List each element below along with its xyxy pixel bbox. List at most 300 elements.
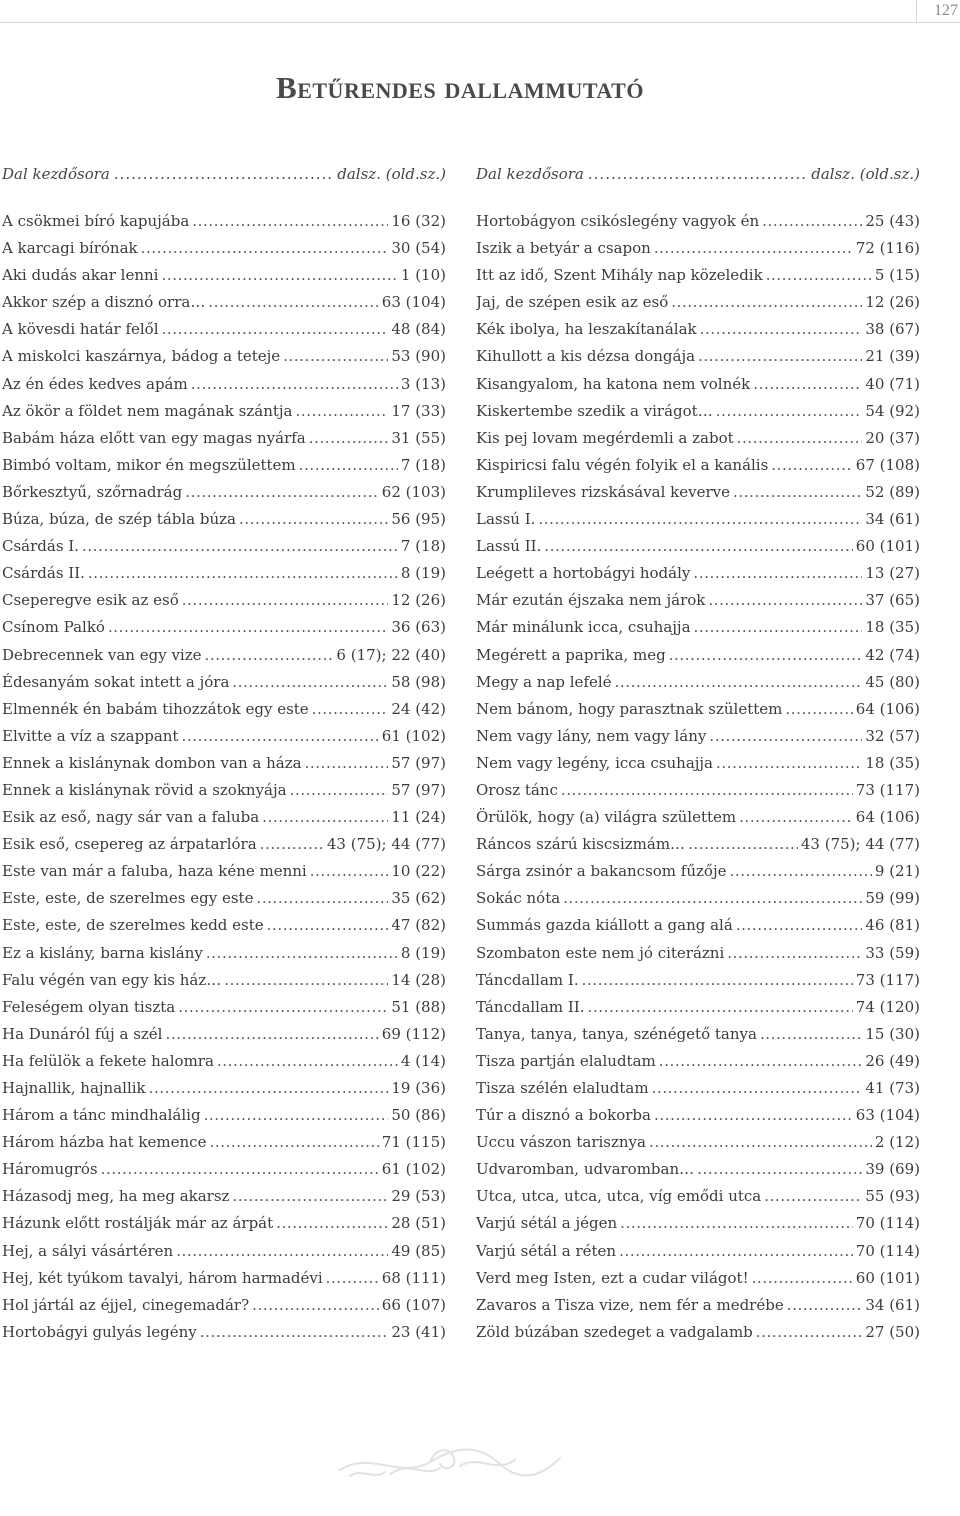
dot-leader (191, 371, 398, 398)
song-title: Ha Dunáról fúj a szél (2, 1024, 163, 1043)
index-entry (476, 1319, 920, 1346)
song-reference: 18 (35) (865, 618, 920, 637)
song-reference: 60 (101) (855, 537, 920, 556)
song-title: Búza, búza, de szép tábla búza (2, 510, 236, 529)
song-reference: 55 (93) (865, 1187, 920, 1206)
song-reference: 4 (14) (400, 1051, 446, 1070)
index-entry (476, 1102, 920, 1129)
index-entry (476, 614, 920, 641)
song-reference: 67 (108) (855, 455, 920, 474)
index-entry (2, 723, 446, 750)
song-reference: 63 (104) (381, 293, 446, 312)
song-title: A csökmei bíró kapujába (2, 212, 190, 230)
song-title: Kispiricsi falu végén folyik el a kanális (476, 455, 769, 474)
song-reference: 1 (10) (400, 266, 446, 285)
dot-leader (262, 804, 388, 831)
song-title: Ennek a kislánynak dombon van a háza (2, 753, 302, 772)
song-reference: 10 (22) (391, 862, 446, 881)
index-entry (476, 940, 920, 967)
index-entry (476, 1292, 920, 1319)
index-entry (2, 371, 446, 398)
index-entry (2, 1129, 446, 1156)
dot-leader (283, 343, 388, 370)
header-divider (916, 0, 917, 22)
song-reference: 43 (75); 44 (77) (800, 835, 920, 854)
dot-leader (709, 723, 862, 750)
song-reference: 30 (54) (391, 239, 446, 258)
song-title: Kiskertembe szedik a virágot… (476, 401, 713, 420)
song-title: Tanya, tanya, tanya, szénégető tanya (476, 1024, 757, 1043)
song-reference: 57 (97) (391, 780, 446, 799)
index-entry (2, 506, 446, 533)
index-entry (2, 1210, 446, 1237)
index-entry (476, 1183, 920, 1210)
dot-leader (206, 940, 398, 967)
dot-leader (181, 723, 378, 750)
song-reference: 70 (114) (855, 1214, 920, 1233)
index-entry (2, 1183, 446, 1210)
song-reference: 62 (103) (381, 482, 446, 501)
index-entry (2, 669, 446, 696)
song-title: Csárdás I. (2, 537, 79, 556)
dot-leader (310, 858, 389, 885)
song-reference: 12 (26) (391, 591, 446, 610)
song-reference: 66 (107) (381, 1295, 446, 1314)
song-title: Az ökör a földet nem magának szántja (2, 401, 293, 420)
dot-leader (697, 1156, 862, 1183)
dot-leader (736, 912, 863, 939)
dot-leader (161, 262, 397, 289)
song-title: A miskolci kaszárnya, bádog a teteje (2, 347, 281, 366)
song-title: Zöld búzában szedeget a vadgalamb (476, 1322, 753, 1341)
dot-leader (309, 425, 389, 452)
index-entry (476, 669, 920, 696)
dot-leader (771, 452, 852, 479)
dot-leader (716, 750, 862, 777)
song-title: Kék ibolya, ha leszakítanálak (476, 320, 697, 339)
column-header-label: Dal kezdősora (2, 165, 110, 183)
dot-leader (700, 316, 863, 343)
index-column-left (2, 165, 446, 1346)
song-title: Iszik a betyár a csapon (476, 239, 651, 258)
dot-leader (178, 994, 388, 1021)
index-entry (2, 533, 446, 560)
index-entry (476, 479, 920, 506)
song-reference: 23 (41) (391, 1322, 446, 1341)
dot-leader (256, 885, 388, 912)
song-reference: 46 (81) (865, 916, 920, 935)
song-reference: 53 (90) (391, 347, 446, 366)
song-title: Tisza partján elaludtam (476, 1051, 656, 1070)
dot-leader (756, 1319, 863, 1346)
index-entry (2, 452, 446, 479)
index-entry (476, 750, 920, 777)
song-reference: 63 (104) (855, 1106, 920, 1125)
song-title: Három a tánc mindhalálig (2, 1106, 201, 1125)
song-title: Este van már a faluba, haza kéne menni (2, 862, 307, 881)
song-reference: 32 (57) (865, 726, 920, 745)
dot-leader (727, 940, 862, 967)
song-reference: 52 (89) (865, 482, 920, 501)
index-column-right (476, 165, 920, 1346)
dot-leader (141, 235, 389, 262)
song-reference: 8 (19) (400, 564, 446, 583)
index-entry (2, 994, 446, 1021)
dot-leader (563, 885, 862, 912)
index-entry (476, 425, 920, 452)
dot-leader (787, 1292, 863, 1319)
index-entry (2, 289, 446, 316)
song-title: Elvitte a víz a szappant (2, 726, 179, 745)
song-reference: 35 (62) (391, 889, 446, 908)
dot-leader (764, 1183, 862, 1210)
dot-leader (708, 587, 862, 614)
dot-leader (299, 452, 398, 479)
index-entry (2, 1102, 446, 1129)
index-entry (476, 371, 920, 398)
song-reference: 38 (67) (865, 320, 920, 339)
index-entry (476, 642, 920, 669)
song-title: Ennek a kislánynak rövid a szoknyája (2, 780, 287, 799)
dot-leader (588, 994, 853, 1021)
song-title: Megy a nap lefelé (476, 672, 612, 691)
dot-leader (654, 1102, 853, 1129)
index-entry (476, 316, 920, 343)
song-title: Nem vagy legény, icca csuhajja (476, 753, 714, 772)
dot-leader (326, 1265, 379, 1292)
song-title: Orosz tánc (476, 780, 558, 799)
song-reference: 3 (13) (400, 374, 446, 393)
song-reference: 6 (17); 22 (40) (336, 645, 446, 664)
index-entry (2, 235, 446, 262)
song-title: Falu végén van egy kis ház… (2, 970, 222, 989)
song-reference: 61 (102) (381, 726, 446, 745)
dot-leader (544, 533, 852, 560)
index-entry (2, 1319, 446, 1346)
song-title: Hajnallik, hajnallik (2, 1079, 146, 1097)
song-title: Tisza szélén elaludtam (476, 1079, 649, 1097)
song-reference: 9 (21) (874, 862, 920, 881)
index-entry (476, 1210, 920, 1237)
index-entry (2, 1156, 446, 1183)
song-title: Édesanyám sokat intett a jóra (2, 672, 230, 691)
dot-leader (538, 506, 862, 533)
index-entry (476, 723, 920, 750)
song-reference: 25 (43) (865, 212, 920, 230)
song-title: Este, este, de szerelmes kedd este (2, 916, 264, 935)
song-title: Verd meg Isten, ezt a cudar világot! (476, 1268, 749, 1287)
index-entry (476, 1048, 920, 1075)
song-title: Aki dudás akar lenni (2, 266, 159, 285)
song-title: Már ezután éjszaka nem járok (476, 591, 706, 610)
song-reference: 69 (112) (381, 1024, 446, 1043)
song-title: Krumplileves rizskásával keverve (476, 482, 731, 501)
column-header (2, 165, 446, 185)
index-entry (476, 1156, 920, 1183)
song-reference: 59 (99) (865, 889, 920, 908)
index-entry (2, 1048, 446, 1075)
song-reference: 21 (39) (865, 347, 920, 366)
index-entry (2, 696, 446, 723)
index-entry (476, 804, 920, 831)
index-entry (2, 425, 446, 452)
song-title: Esik az eső, nagy sár van a faluba (2, 808, 260, 827)
dot-leader (649, 1129, 872, 1156)
dot-leader (290, 777, 389, 804)
song-title: Házasodj meg, ha meg akarsz (2, 1187, 230, 1206)
index-entry (2, 1265, 446, 1292)
dot-leader (737, 425, 863, 452)
song-title: Lassú I. (476, 510, 536, 529)
index-entry (476, 560, 920, 587)
index-entry (476, 1075, 920, 1102)
song-title: Hej, két tyúkom tavalyi, három harmadévi (2, 1268, 323, 1287)
decorative-flourish-icon (330, 1440, 570, 1486)
song-title: Túr a disznó a bokorba (476, 1106, 651, 1125)
song-title: Ha felülök a fekete halomra (2, 1051, 214, 1070)
song-reference: 42 (74) (865, 645, 920, 664)
dot-leader (671, 289, 862, 316)
dot-leader (739, 804, 853, 831)
song-reference: 15 (30) (865, 1024, 920, 1043)
song-title: Csínom Palkó (2, 618, 105, 637)
dot-leader (654, 235, 853, 262)
song-title: Csárdás II. (2, 564, 85, 583)
dot-leader (659, 1048, 863, 1075)
index-entry (2, 940, 446, 967)
song-title: A karcagi bírónak (2, 239, 138, 258)
index-entry (476, 208, 920, 235)
song-reference: 2 (12) (874, 1133, 920, 1152)
dot-leader (162, 316, 389, 343)
song-reference: 70 (114) (855, 1241, 920, 1260)
index-entry (476, 533, 920, 560)
index-entry (476, 1021, 920, 1048)
index-entry (2, 912, 446, 939)
index-entry (476, 994, 920, 1021)
song-reference: 11 (24) (391, 808, 446, 827)
index-entry (476, 343, 920, 370)
song-title: Debrecennek van egy vize (2, 645, 202, 664)
index-entry (2, 614, 446, 641)
dot-leader (729, 858, 871, 885)
song-reference: 57 (97) (391, 753, 446, 772)
song-title: Megérett a paprika, meg (476, 645, 666, 664)
dot-leader (276, 1210, 388, 1237)
song-reference: 74 (120) (855, 997, 920, 1016)
dot-leader (716, 398, 863, 425)
index-entry (2, 587, 446, 614)
index-entry (476, 506, 920, 533)
song-reference: 18 (35) (865, 753, 920, 772)
song-reference: 26 (49) (865, 1051, 920, 1070)
song-title: Jaj, de szépen esik az eső (476, 293, 669, 312)
song-reference: 27 (50) (865, 1322, 920, 1341)
dot-leader (217, 1048, 398, 1075)
dot-leader (185, 479, 379, 506)
song-reference: 41 (73) (865, 1079, 920, 1097)
index-entry (2, 804, 446, 831)
song-reference: 19 (36) (391, 1079, 446, 1097)
song-title: Sokác nóta (476, 889, 561, 908)
dot-leader (305, 750, 389, 777)
index-entry (476, 587, 920, 614)
page-title: Betűrendes dallammutató (276, 70, 644, 105)
song-title: Sárga zsinór a bakancsom fűzője (476, 862, 727, 881)
song-title: Ez a kislány, barna kislány (2, 943, 203, 962)
dot-leader (766, 262, 872, 289)
song-reference: 45 (80) (865, 672, 920, 691)
index-entry (2, 858, 446, 885)
song-reference: 37 (65) (865, 591, 920, 610)
song-reference: 71 (115) (381, 1133, 446, 1152)
song-title: Az én édes kedves apám (2, 374, 188, 393)
dot-leader (101, 1156, 379, 1183)
dot-leader (733, 479, 862, 506)
song-title: Leégett a hortobágyi hodály (476, 564, 691, 583)
song-reference: 73 (117) (855, 780, 920, 799)
index-entry (476, 452, 920, 479)
index-list (476, 208, 920, 1346)
index-entry (2, 885, 446, 912)
dot-leader (694, 614, 863, 641)
dot-leader (267, 912, 389, 939)
index-entry (2, 1021, 446, 1048)
song-reference: 31 (55) (391, 428, 446, 447)
song-reference: 68 (111) (381, 1268, 446, 1287)
index-entry (476, 885, 920, 912)
song-reference: 8 (19) (400, 943, 446, 962)
index-entry (476, 235, 920, 262)
column-header-label: Dal kezdősora (476, 165, 584, 183)
song-title: Babám háza előtt van egy magas nyárfa (2, 428, 306, 447)
column-header (476, 165, 920, 185)
dot-leader (149, 1075, 389, 1102)
dot-leader (753, 371, 862, 398)
song-title: Utca, utca, utca, utca, víg emődi utca (476, 1187, 762, 1206)
song-title: Kisangyalom, ha katona nem volnék (476, 374, 751, 393)
index-entry (2, 316, 446, 343)
index-entry (2, 750, 446, 777)
dot-leader (192, 208, 388, 235)
song-title: Örülök, hogy (a) világra születtem (476, 808, 737, 827)
dot-leader (205, 642, 334, 669)
song-reference: 47 (82) (391, 916, 446, 935)
dot-leader (88, 560, 398, 587)
song-title: Kis pej lovam megérdemli a zabot (476, 428, 734, 447)
song-reference: 16 (32) (391, 212, 446, 230)
index-entry (476, 1129, 920, 1156)
dot-leader (620, 1210, 853, 1237)
song-title: Nem bánom, hogy parasztnak születtem (476, 699, 783, 718)
index-entry (476, 831, 920, 858)
dot-leader (204, 1102, 389, 1129)
song-title: Udvaromban, udvaromban… (476, 1160, 695, 1179)
dot-leader (312, 696, 389, 723)
song-reference: 60 (101) (855, 1268, 920, 1287)
dot-leader (561, 777, 853, 804)
dot-leader (208, 289, 378, 316)
dot-leader (652, 1075, 863, 1102)
index-entry (2, 262, 446, 289)
dot-leader (165, 1021, 378, 1048)
song-title: Bimbó voltam, mikor én megszülettem (2, 455, 296, 474)
dot-leader (588, 165, 807, 183)
song-title: Lassú II. (476, 537, 542, 556)
dot-leader (114, 165, 333, 183)
song-title: Ráncos szárú kiscsizmám… (476, 835, 686, 854)
index-entry (2, 398, 446, 425)
dot-leader (176, 1238, 388, 1265)
song-reference: 33 (59) (865, 943, 920, 962)
song-title: Varjú sétál a réten (476, 1241, 617, 1260)
song-reference: 56 (95) (391, 510, 446, 529)
index-entry (2, 1075, 446, 1102)
song-title: Cseperegve esik az eső (2, 591, 179, 610)
dot-leader (209, 1129, 378, 1156)
index-list (2, 208, 446, 1346)
index-entry (2, 208, 446, 235)
song-reference: 34 (61) (865, 510, 920, 529)
dot-leader (239, 506, 388, 533)
index-entry (2, 831, 446, 858)
song-reference: 72 (116) (855, 239, 920, 258)
song-reference: 50 (86) (391, 1106, 446, 1125)
song-title: A kövesdi határ felől (2, 320, 159, 339)
index-entry (2, 1292, 446, 1319)
song-reference: 54 (92) (865, 401, 920, 420)
song-title: Uccu vászon tarisznya (476, 1133, 646, 1152)
song-reference: 12 (26) (865, 293, 920, 312)
dot-leader (232, 669, 388, 696)
song-reference: 43 (75); 44 (77) (326, 835, 446, 854)
dot-leader (693, 560, 862, 587)
song-title: Feleségem olyan tiszta (2, 997, 176, 1016)
song-reference: 61 (102) (381, 1160, 446, 1179)
song-reference: 49 (85) (391, 1241, 446, 1260)
index-entry (476, 967, 920, 994)
song-reference: 20 (37) (865, 428, 920, 447)
index-entry (476, 777, 920, 804)
page-header-bar (0, 0, 960, 23)
song-reference: 58 (98) (391, 672, 446, 691)
song-title: Már minálunk icca, csuhajja (476, 618, 691, 637)
song-title: Zavaros a Tisza vize, nem fér a medrébe (476, 1295, 784, 1314)
song-title: Táncdallam I. (476, 970, 579, 989)
song-title: Elmennék én babám tihozzátok egy este (2, 699, 309, 718)
song-title: Akkor szép a disznó orra… (2, 293, 206, 312)
index-entry (476, 398, 920, 425)
dot-leader (688, 831, 798, 858)
index-entry (2, 1238, 446, 1265)
song-reference: 73 (117) (855, 970, 920, 989)
song-reference: 36 (63) (391, 618, 446, 637)
dot-leader (762, 208, 862, 235)
song-reference: 17 (33) (391, 401, 446, 420)
dot-leader (252, 1292, 379, 1319)
index-entry (2, 967, 446, 994)
song-reference: 40 (71) (865, 374, 920, 393)
song-reference: 28 (51) (391, 1214, 446, 1233)
index-entry (2, 777, 446, 804)
song-title: Bőrkesztyű, szőrnadrág (2, 482, 183, 501)
song-reference: 34 (61) (865, 1295, 920, 1314)
dot-leader (108, 614, 388, 641)
index-entry (476, 912, 920, 939)
dot-leader (698, 343, 862, 370)
song-reference: 48 (84) (391, 320, 446, 339)
dot-leader (260, 831, 324, 858)
